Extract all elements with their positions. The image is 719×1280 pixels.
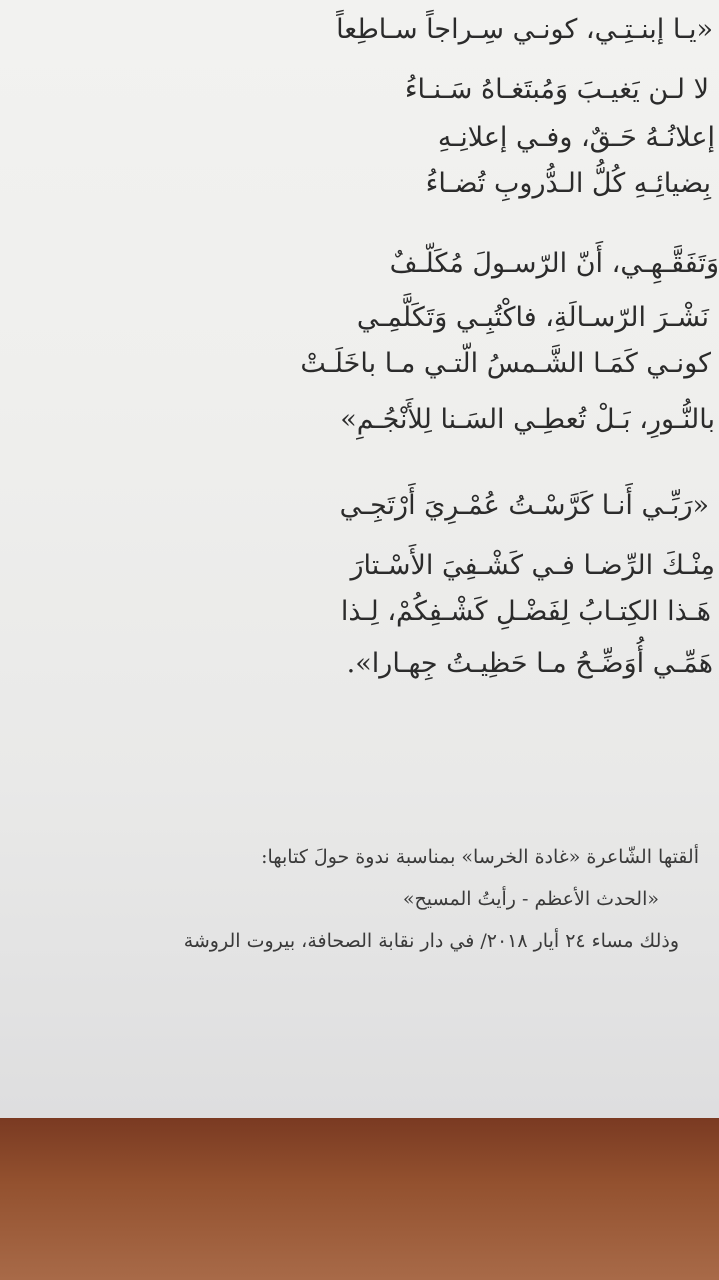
footnote-line: «الحدث الأعظم - رأيتُ المسيح»	[402, 888, 659, 910]
poem-line: وَتَفَقَّـهِـي، أَنّ الرّسـولَ مُكَلّـفٌ	[389, 248, 719, 279]
poem-line: هَـذا الكِتـابُ لِفَضْـلِ كَشْـفِكُمْ، لِـذا	[340, 596, 711, 627]
poem-line: إعلانُـهُ حَـقٌ، وفـي إعلانِـهِ	[437, 122, 715, 153]
poem-line: بِضيائِـهِ كُلُّ الـدُّروبِ تُضـاءُ	[425, 168, 711, 199]
poem-line: مِنْـكَ الرِّضـا فـي كَشْـفِيَ الأَسْـتارَ	[350, 550, 715, 581]
poem-line: «يـا إبنـتِـي، كونـي سِـراجاً سـاطِعاً	[336, 14, 713, 45]
wooden-table	[0, 1118, 719, 1280]
poem-line: كونـي كَمَـا الشَّـمسُ الّتـي مـا باخَلَـتْ	[300, 348, 711, 379]
footnote-line: ألقتها الشّاعرة «غادة الخرسا» بمناسبة ندوة حولَ كتابها:	[261, 846, 699, 868]
poem-line: نَشْـرَ الرّسـالَةِ، فاكْتُبِـي وَتَكَلَّمِـي	[356, 302, 709, 333]
poem-line: لا لـن يَغيـبَ وَمُبتَغـاهُ سَـنـاءُ	[404, 74, 709, 105]
footnote-line: وذلك مساء ٢٤ أيار ٢٠١٨/ في دار نقابة الصحافة، بيروت الروشة	[183, 930, 679, 952]
poem-line: بالنُّـورِ، بَـلْ تُعطِـي السَـنا لِلأَنْجُـمِ»	[340, 404, 715, 435]
poem-line: هَمِّـي أُوَضِّـحُ مـا حَظِيـتُ جِهـارا».	[346, 648, 713, 679]
poem-line: «رَبِّـي أَنـا كَرَّسْـتُ عُمْـرِيَ أَرْتَجِـي	[339, 490, 709, 521]
